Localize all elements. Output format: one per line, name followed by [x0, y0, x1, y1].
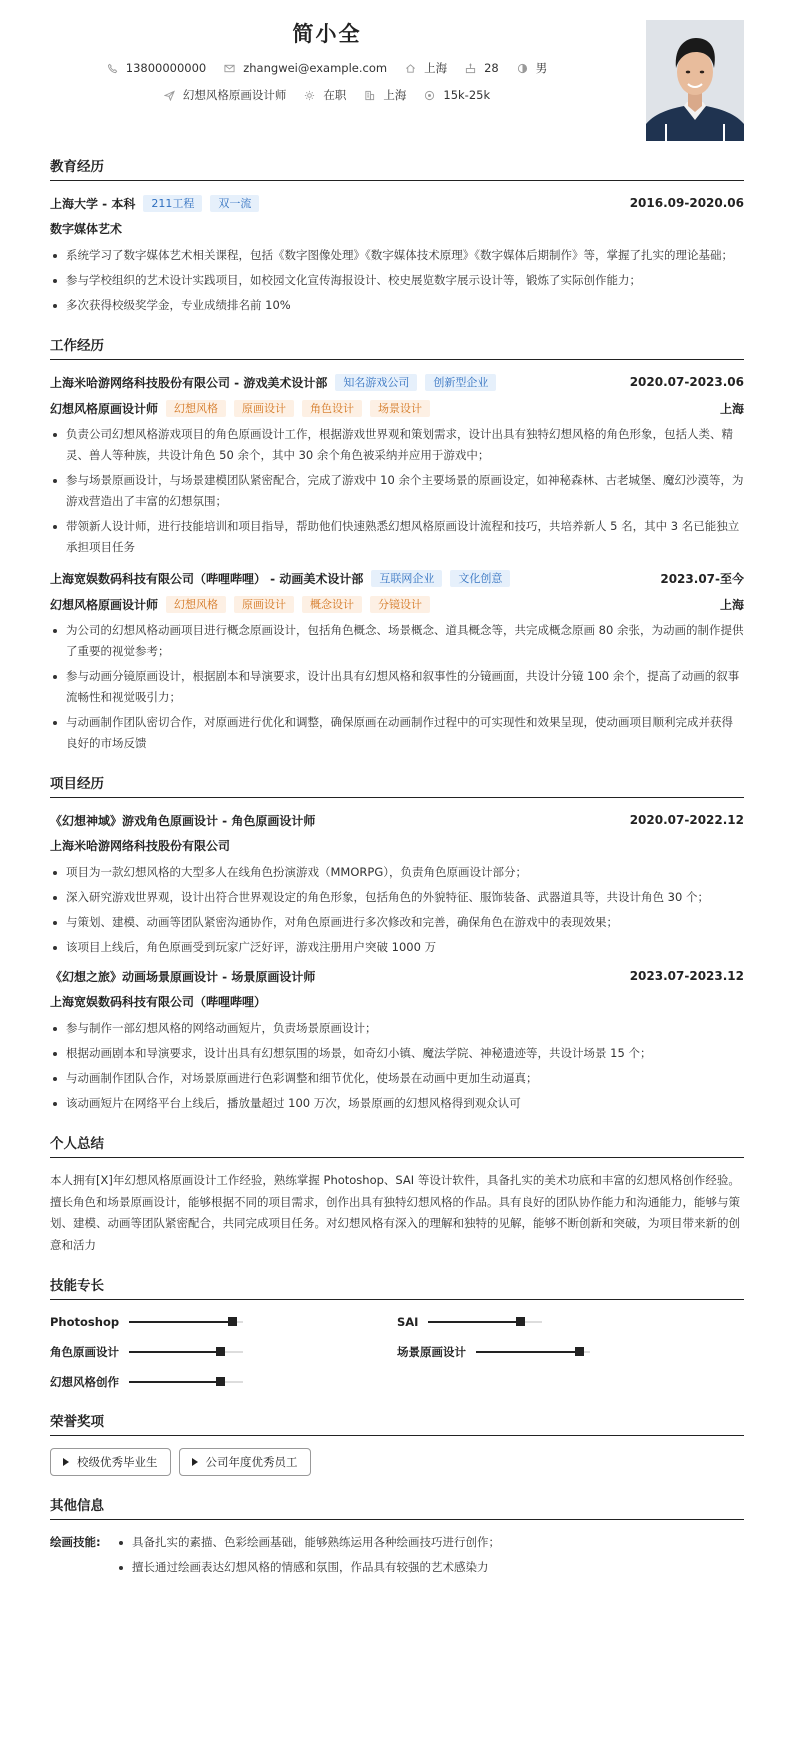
- role-tag: 幻想风格: [166, 596, 226, 613]
- list-item: 该动画短片在网络平台上线后，播放量超过 100 万次，场景原画的幻想风格得到观众认可: [50, 1093, 744, 1114]
- position-item: [164, 87, 287, 103]
- list-item: 与动画制作团队合作，对场景原画进行色彩调整和细节优化，使场景在动画中更加生动逼真；: [50, 1068, 744, 1089]
- company-tag: 互联网企业: [371, 570, 442, 587]
- summary-text: 本人拥有[X]年幻想风格原画设计工作经验，熟练掌握 Photoshop、SAI 等设计软件，具备扎实的美术功底和丰富的幻想风格创作经验。擅长角色和场景原画设计，能够根据不同的项目需求，创作出具有独特幻想风格的作品。具有良好的团队协作能力和沟通能力，能够与策划、建模、动画等团队紧密配合，共同完成项目任务。对幻想风格有深入的理解和独特的见解，能够不断创新和突破，为项目带来新的创意和活力: [50, 1173, 740, 1252]
- company-name: 上海宽娱数码科技有限公司（哔哩哔哩） - 动画美术设计部: [50, 571, 364, 586]
- list-item: 深入研究游戏世界观，设计出符合世界观设定的角色形象，包括角色的外貌特征、服饰装备、武器道具等，共设计角色 30 个；: [50, 887, 744, 908]
- education-bullets: [50, 245, 744, 316]
- skill-name: Photoshop: [50, 1315, 120, 1329]
- skill-item: [397, 1312, 744, 1332]
- other-bullets: [116, 1532, 500, 1582]
- education-entry: [50, 193, 744, 316]
- school-tag: 211工程: [143, 195, 202, 212]
- job-intent-row: [50, 87, 604, 103]
- role-name: 幻想风格原画设计师: [50, 597, 159, 612]
- skill-bar: [129, 1321, 243, 1323]
- play-icon: [192, 1458, 198, 1466]
- project-bullets: [50, 1018, 744, 1114]
- role-tag: 场景设计: [370, 400, 430, 417]
- skill-bar: [129, 1351, 243, 1353]
- award-label: 公司年度优秀员工: [205, 1455, 298, 1469]
- home-icon: [405, 63, 416, 74]
- phone-icon: [107, 63, 118, 74]
- position-text: 幻想风格原画设计师: [182, 88, 287, 102]
- work-title: 工作经历: [50, 334, 744, 360]
- list-item: 该项目上线后，角色原画受到玩家广泛好评，游戏注册用户突破 1000 万: [50, 937, 744, 958]
- award-badge: [50, 1448, 171, 1476]
- list-item: 根据动画剧本和导演要求，设计出具有幻想氛围的场景，如奇幻小镇、魔法学院、神秘遗迹等，共设计场景 15 个；: [50, 1043, 744, 1064]
- project-date: 2020.07-2022.12: [629, 813, 744, 827]
- other-section: [50, 1494, 744, 1582]
- building-icon: [364, 90, 375, 101]
- project-name: 《幻想之旅》动画场景原画设计 - 场景原画设计师: [50, 969, 316, 984]
- project-name: 《幻想神域》游戏角色原画设计 - 角色原画设计师: [50, 813, 316, 828]
- list-item: 项目为一款幻想风格的大型多人在线角色扮演游戏（MMORPG），负责角色原画设计部分；: [50, 862, 744, 883]
- summary-section: [50, 1132, 744, 1256]
- project-entry: [50, 810, 744, 958]
- award-badge: [179, 1448, 311, 1476]
- education-date: 2016.09-2020.06: [629, 196, 744, 210]
- work-city: 上海: [719, 597, 744, 612]
- work-date: 2023.07-至今: [660, 571, 744, 586]
- work-bullets: [50, 424, 744, 558]
- skill-name: 幻想风格创作: [50, 1375, 119, 1389]
- candidate-name: 简小全: [292, 22, 362, 46]
- project-company: 上海米哈游网络科技股份有限公司: [50, 839, 231, 853]
- coin-icon: [424, 90, 435, 101]
- play-icon: [63, 1458, 69, 1466]
- list-item: 为公司的幻想风格动画项目进行概念原画设计，包括角色概念、场景概念、道具概念等，共完成概念原画 80 余张，为动画的制作提供了重要的视觉参考；: [50, 620, 744, 662]
- skill-bar: [476, 1351, 590, 1353]
- cake-icon: [465, 63, 476, 74]
- award-label: 校级优秀毕业生: [77, 1455, 158, 1469]
- work-entry: [50, 372, 744, 558]
- list-item: 参与制作一部幻想风格的网络动画短片，负责场景原画设计；: [50, 1018, 744, 1039]
- project-date: 2023.07-2023.12: [629, 969, 744, 983]
- expected-city-item: [364, 87, 406, 103]
- status-item: [304, 87, 346, 103]
- gender-text: 男: [535, 61, 548, 75]
- skills-section: [50, 1274, 744, 1392]
- contact-row: [50, 60, 604, 76]
- resume-header: [50, 0, 744, 155]
- education-title: 教育经历: [50, 155, 744, 181]
- company-name: 上海米哈游网络科技股份有限公司 - 游戏美术设计部: [50, 375, 328, 390]
- work-bullets: [50, 620, 744, 754]
- skills-title: 技能专长: [50, 1274, 744, 1300]
- salary-item: [424, 88, 490, 102]
- list-item: 系统学习了数字媒体艺术相关课程，包括《数字图像处理》《数字媒体技术原理》《数字媒体后期制作》等，掌握了扎实的理论基础；: [50, 245, 744, 266]
- send-icon: [164, 90, 175, 101]
- company-tag: 知名游戏公司: [335, 374, 417, 391]
- major-name: 数字媒体艺术: [50, 222, 123, 236]
- expected-city-text: 上海: [383, 88, 407, 102]
- project-entry: [50, 966, 744, 1114]
- other-label: 绘画技能:: [50, 1535, 101, 1549]
- skill-name: SAI: [397, 1315, 419, 1329]
- skill-item: [397, 1342, 744, 1362]
- work-section: [50, 334, 744, 754]
- role-tag: 原画设计: [234, 596, 294, 613]
- profile-photo: [646, 20, 744, 141]
- projects-section: [50, 772, 744, 1114]
- city-text: 上海: [424, 61, 448, 75]
- role-tag: 幻想风格: [166, 400, 226, 417]
- list-item: 多次获得校级奖学金，专业成绩排名前 10%: [50, 295, 744, 316]
- list-item: 参与学校组织的艺术设计实践项目，如校园文化宣传海报设计、校史展览数字展示设计等，锻炼了实际创作能力；: [50, 270, 744, 291]
- list-item: 与动画制作团队密切合作，对原画进行优化和调整，确保原画在动画制作过程中的可实现性和效果呈现，使动画项目顺利完成并获得良好的市场反馈: [50, 712, 744, 754]
- skill-name: 角色原画设计: [50, 1345, 119, 1359]
- age-text: 28: [484, 61, 499, 75]
- email-item: [224, 61, 387, 75]
- list-item: 擅长通过绘画表达幻想风格的情感和氛围，作品具有较强的艺术感染力: [116, 1557, 500, 1578]
- gender-item: [517, 60, 548, 76]
- list-item: 参与场景原画设计，与场景建模团队紧密配合，完成了游戏中 10 余个主要场景的原画设定，如神秘森林、古老城堡、魔幻沙漠等，为游戏营造出了丰富的幻想氛围；: [50, 470, 744, 512]
- mail-icon: [224, 63, 235, 74]
- skill-item: [50, 1342, 397, 1362]
- awards-list: [50, 1448, 744, 1476]
- school-name: 上海大学 - 本科: [50, 196, 136, 211]
- role-name: 幻想风格原画设计师: [50, 401, 159, 416]
- skill-name: 场景原画设计: [397, 1345, 466, 1359]
- age-item: [465, 61, 499, 75]
- phone-text: 13800000000: [125, 61, 207, 75]
- company-tag: 文化创意: [450, 570, 510, 587]
- gear-icon: [304, 90, 315, 101]
- summary-title: 个人总结: [50, 1132, 744, 1158]
- list-item: 与策划、建模、动画等团队紧密沟通协作，对角色原画进行多次修改和完善，确保角色在游戏中的表现效果；: [50, 912, 744, 933]
- role-tag: 原画设计: [234, 400, 294, 417]
- project-company: 上海宽娱数码科技有限公司（哔哩哔哩）: [50, 995, 267, 1009]
- project-bullets: [50, 862, 744, 958]
- awards-title: 荣誉奖项: [50, 1410, 744, 1436]
- education-section: [50, 155, 744, 316]
- awards-section: [50, 1410, 744, 1476]
- email-text: zhangwei@example.com: [243, 61, 388, 75]
- list-item: 具备扎实的素描、色彩绘画基础，能够熟练运用各种绘画技巧进行创作；: [116, 1532, 500, 1553]
- skill-bar: [129, 1381, 243, 1383]
- city-item: [405, 60, 447, 76]
- other-title: 其他信息: [50, 1494, 744, 1520]
- role-tag: 分镜设计: [370, 596, 430, 613]
- skill-item: [50, 1372, 397, 1392]
- phone-item: [107, 61, 206, 75]
- gender-icon: [517, 63, 528, 74]
- status-text: 在职: [323, 88, 347, 102]
- role-tag: 概念设计: [302, 596, 362, 613]
- work-entry: [50, 568, 744, 754]
- list-item: 参与动画分镜原画设计，根据剧本和导演要求，设计出具有幻想风格和叙事性的分镜画面，共设计分镜 100 余个，提高了动画的叙事流畅性和视觉吸引力；: [50, 666, 744, 708]
- work-date: 2020.07-2023.06: [629, 375, 744, 389]
- skill-item: [50, 1312, 397, 1332]
- company-tag: 创新型企业: [425, 374, 496, 391]
- skill-bar: [428, 1321, 542, 1323]
- list-item: 负责公司幻想风格游戏项目的角色原画设计工作，根据游戏世界观和策划需求，设计出具有独特幻想风格的角色形象，包括人类、精灵、兽人等种族，共设计角色 50 余个，其中 30 余个角色被采纳并应用于游戏中；: [50, 424, 744, 466]
- role-tag: 角色设计: [302, 400, 362, 417]
- salary-text: 15k-25k: [443, 88, 491, 102]
- list-item: 带领新人设计师，进行技能培训和项目指导，帮助他们快速熟悉幻想风格原画设计流程和技巧，共培养新人 5 名，其中 3 名已能独立承担项目任务: [50, 516, 744, 558]
- other-row: [50, 1532, 744, 1582]
- projects-title: 项目经历: [50, 772, 744, 798]
- work-city: 上海: [719, 401, 744, 416]
- school-tag: 双一流: [210, 195, 259, 212]
- skills-grid: [50, 1312, 744, 1392]
